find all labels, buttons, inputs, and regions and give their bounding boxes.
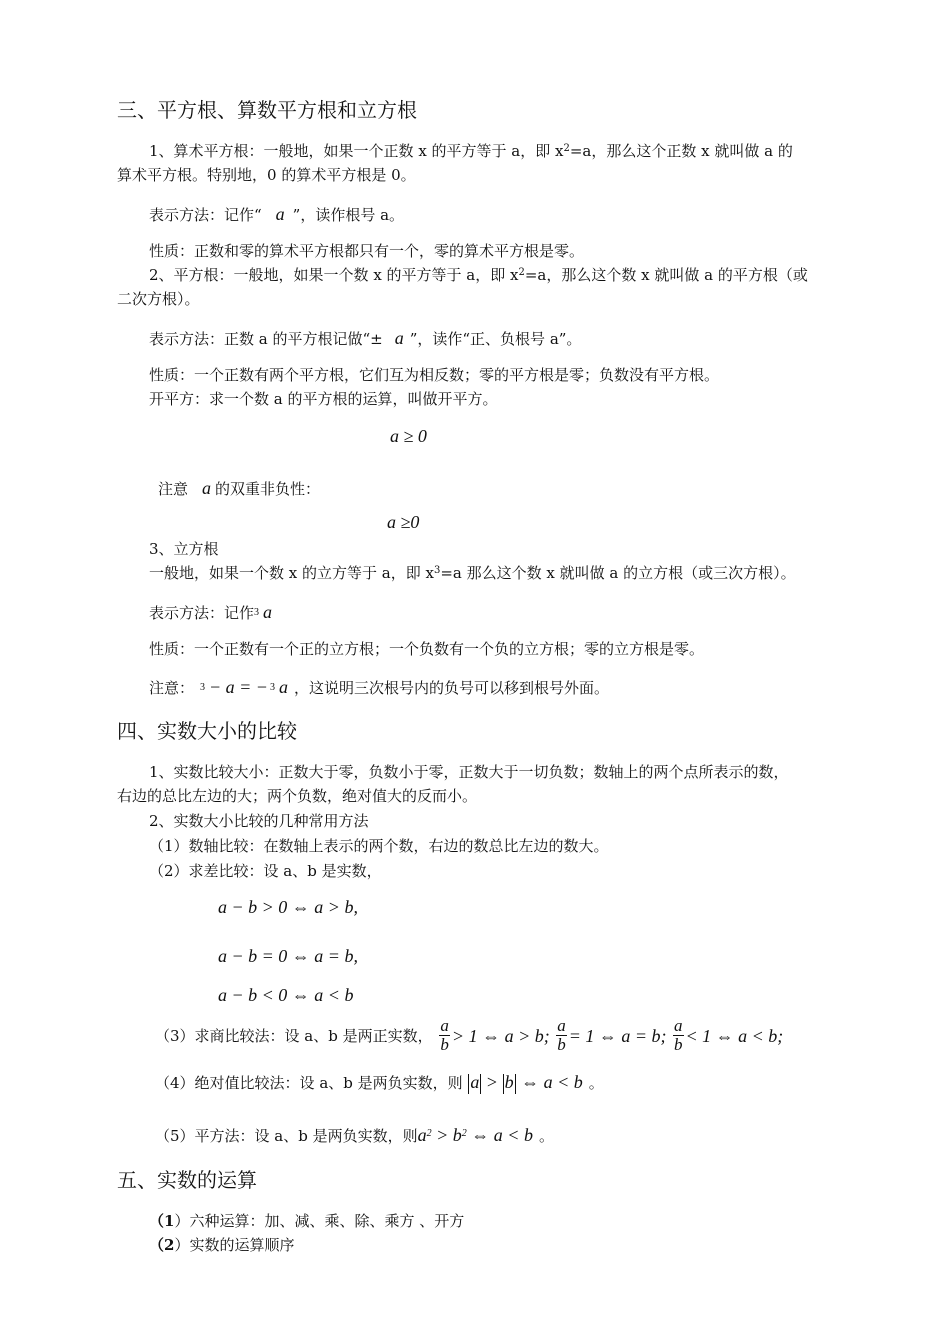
sec4-para1-line2: 右边的总比左边的大；两个负数，绝对值大的反而小。 bbox=[117, 787, 478, 805]
math-expr: = 1 ⇔ a = b; bbox=[568, 1025, 667, 1046]
sec3-para2-line1 bbox=[149, 264, 808, 286]
sec4-method1: （1）数轴比较：在数轴上表示的两个数，右边的数总比左边的数大。 bbox=[149, 837, 609, 855]
text: 注意： bbox=[149, 679, 195, 697]
ineq-nonneg-2: a ≥0 bbox=[387, 512, 420, 532]
diff-formula-lt: a − b < 0 ⇔ a < b bbox=[218, 985, 354, 1005]
sec4-method2: （2）求差比较：设 a、b 是实数， bbox=[149, 862, 382, 880]
text: （5）平方法：设 a、b 是两负实数，则 bbox=[155, 1127, 418, 1145]
sec3-prop1: 性质：正数和零的算术平方根都只有一个，零的算术平方根是零。 bbox=[149, 242, 585, 260]
math-expr: ⇔ a < b bbox=[471, 1125, 533, 1145]
text: （4）绝对值比较法：设 a、b 是两负实数，则 bbox=[155, 1074, 463, 1092]
section-5-heading: 五、实数的运算 bbox=[117, 1168, 257, 1192]
math-var: a bbox=[470, 1072, 480, 1092]
text: =a 那么这个数 x 就叫做 a 的立方根（或三次方根）。 bbox=[440, 564, 796, 582]
math-op: > bbox=[486, 1072, 498, 1092]
text: 2、平方根：一般地，如果一个数 x 的平方等于 a，即 x bbox=[149, 266, 519, 284]
text: 一般地，如果一个数 x 的立方等于 a，即 x bbox=[149, 564, 434, 582]
square-compare-formula bbox=[418, 1125, 533, 1145]
sec5-item2 bbox=[149, 1234, 294, 1256]
abs-bar bbox=[503, 1074, 504, 1094]
sec3-repr3 bbox=[149, 601, 272, 624]
root-index: 3 bbox=[254, 607, 260, 618]
root-index: 3 bbox=[269, 682, 275, 693]
math-var: a bbox=[275, 204, 285, 224]
sec4-method5 bbox=[155, 1124, 554, 1147]
sec3-open: 开平方：求一个数 a 的平方根的运算，叫做开平方。 bbox=[149, 390, 498, 408]
sec3-cube-title: 3、立方根 bbox=[149, 540, 219, 558]
text: 。 bbox=[538, 1127, 554, 1145]
text: =a，那么这个正数 x 就叫做 a 的 bbox=[569, 142, 793, 160]
abs-bar bbox=[480, 1074, 481, 1094]
fraction-a-over-b bbox=[556, 1017, 567, 1054]
superscript: 2 bbox=[426, 1128, 432, 1139]
diff-formula-eq: a − b = 0 ⇔ a = b, bbox=[218, 946, 358, 966]
superscript: 3 bbox=[433, 565, 441, 576]
numerator: a bbox=[674, 1016, 683, 1036]
abs-bar bbox=[515, 1074, 516, 1094]
sec5-item1 bbox=[149, 1210, 464, 1232]
fraction-a-over-b bbox=[673, 1017, 684, 1054]
fraction-a-over-b bbox=[439, 1017, 450, 1054]
item-number: （1 bbox=[149, 1212, 175, 1230]
superscript: 2 bbox=[518, 267, 525, 278]
math-var: a bbox=[278, 677, 288, 697]
math-var: a bbox=[394, 328, 404, 348]
text: 表示方法：正数 a 的平方根记做“± bbox=[149, 330, 383, 348]
ineq-nonneg-1: a ≥ 0 bbox=[390, 426, 427, 446]
sec3-prop2: 性质：一个正数有两个平方根，它们互为相反数；零的平方根是零；负数没有平方根。 bbox=[149, 366, 720, 384]
text: 注意 bbox=[158, 480, 189, 498]
item-number: （2 bbox=[149, 1236, 175, 1254]
denominator: b bbox=[674, 1035, 683, 1055]
text: 1、算术平方根：一般地，如果一个正数 x 的平方等于 a，即 x bbox=[149, 142, 564, 160]
text: ）六种运算：加、减、乘、除、乘方 、开方 bbox=[174, 1212, 465, 1230]
abs-compare-formula bbox=[467, 1072, 582, 1092]
superscript: 2 bbox=[461, 1128, 467, 1139]
sec4-method3 bbox=[155, 1012, 783, 1056]
sec3-repr2 bbox=[149, 327, 581, 350]
math-var: b bbox=[504, 1072, 514, 1092]
math-var: a bbox=[263, 602, 273, 622]
text: =a，那么这个数 x 就叫做 a 的平方根（或 bbox=[524, 266, 808, 284]
math-var: a bbox=[202, 478, 212, 498]
denominator: b bbox=[440, 1035, 449, 1055]
sec3-cube-def bbox=[149, 562, 796, 584]
text: ”，读作根号 a。 bbox=[292, 206, 405, 224]
superscript: 2 bbox=[563, 143, 570, 154]
math-expr: < 1 ⇔ a < b; bbox=[685, 1025, 784, 1046]
math-expr: ⇔ a < b bbox=[521, 1072, 583, 1092]
diff-formula-gt: a − b > 0 ⇔ a > b, bbox=[218, 897, 358, 917]
sec3-note bbox=[158, 477, 320, 500]
sec3-prop3: 性质：一个正数有一个正的立方根；一个负数有一个负的立方根；零的立方根是零。 bbox=[149, 640, 705, 658]
numerator: a bbox=[557, 1016, 566, 1036]
sec3-repr1 bbox=[149, 203, 404, 226]
math-expr: > 1 ⇔ a > b; bbox=[451, 1025, 550, 1046]
sec3-para2-line2: 二次方根）。 bbox=[117, 290, 200, 308]
text: ”，读作“正、负根号 a”。 bbox=[409, 330, 582, 348]
text: 。 bbox=[588, 1074, 604, 1092]
text: 表示方法：记作“ bbox=[149, 206, 262, 224]
cube-root-identity bbox=[200, 677, 288, 697]
text: ）实数的运算顺序 bbox=[174, 1236, 295, 1254]
section-4-heading: 四、实数大小的比较 bbox=[117, 719, 297, 743]
text: （3）求商比较法：设 a、b 是两正实数， bbox=[155, 1027, 433, 1045]
math-var: a bbox=[417, 1125, 427, 1145]
text: 表示方法：记作 bbox=[149, 604, 255, 622]
sec3-note3 bbox=[149, 676, 609, 699]
math-expr: − a = − bbox=[209, 677, 268, 697]
section-3-heading: 三、平方根、算数平方根和立方根 bbox=[117, 98, 417, 122]
numerator: a bbox=[440, 1016, 449, 1036]
sec3-para1-line1 bbox=[149, 140, 793, 162]
sec3-para1-line2: 算术平方根。特别地，0 的算术平方根是 0。 bbox=[117, 166, 416, 184]
root-index: 3 bbox=[200, 682, 206, 693]
denominator: b bbox=[557, 1035, 566, 1055]
math-expr: > b bbox=[436, 1125, 462, 1145]
sec4-para1-line1: 1、实数比较大小：正数大于零，负数小于零，正数大于一切负数；数轴上的两个点所表示的数， bbox=[149, 763, 789, 781]
sec4-para2: 2、实数大小比较的几种常用方法 bbox=[149, 812, 369, 830]
sec4-method4 bbox=[155, 1071, 604, 1094]
text: 的双重非负性： bbox=[215, 480, 321, 498]
cube-root-expr bbox=[254, 602, 272, 622]
text: ，这说明三次根号内的负号可以移到根号外面。 bbox=[293, 679, 609, 697]
quotient-formulas bbox=[437, 1016, 784, 1055]
